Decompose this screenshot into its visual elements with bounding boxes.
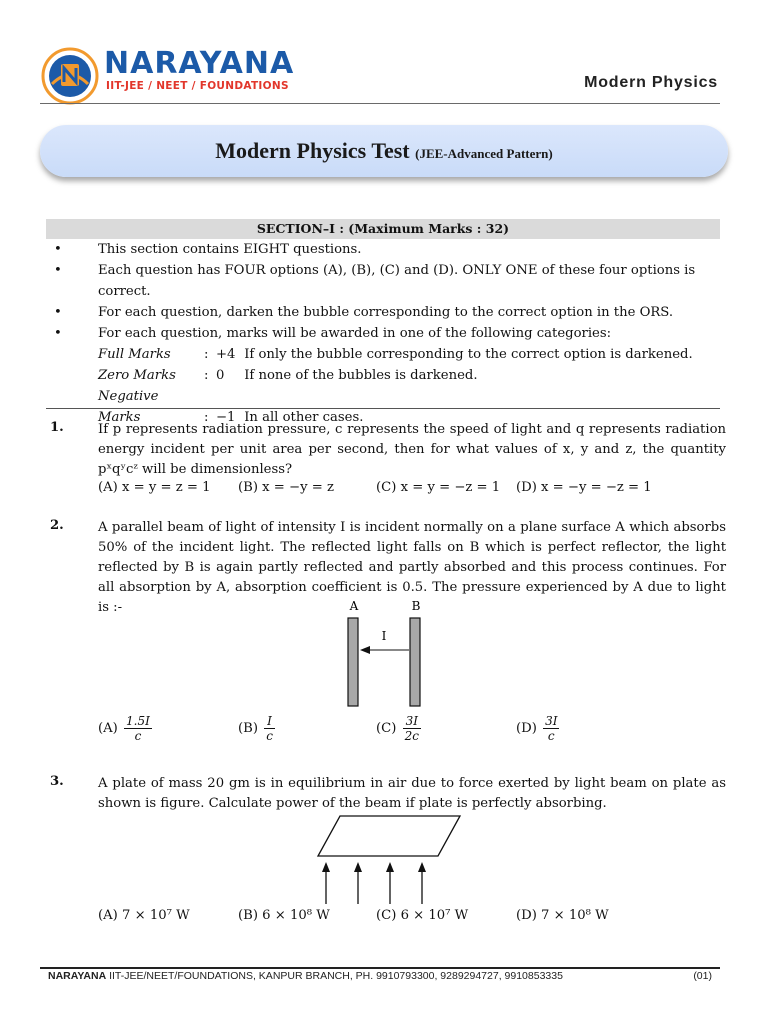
fraction-denominator: c <box>547 729 555 743</box>
test-title-banner <box>40 125 728 177</box>
marks-label: Zero Marks <box>98 368 176 383</box>
option-c[interactable]: (C) 6 × 10⁷ W <box>376 908 469 923</box>
header-divider <box>40 103 720 104</box>
section-heading: SECTION–I : (Maximum Marks : 32) <box>46 219 720 239</box>
subject-title: Modern Physics <box>584 74 718 91</box>
fraction-denominator: c <box>134 729 142 743</box>
test-title-main: Modern Physics Test <box>215 138 410 163</box>
fraction-numerator: 3I <box>545 714 558 728</box>
bullet-icon: • <box>54 242 62 257</box>
fraction-denominator: c <box>266 729 273 743</box>
fraction <box>264 714 275 743</box>
footer-text <box>48 970 563 982</box>
marks-row-full: Full Marks : +4 If only the bubble corresponding to the correct option is darkened. <box>46 344 720 365</box>
reflector-figure <box>330 598 440 710</box>
fraction <box>543 714 559 743</box>
instruction-text: Each question has FOUR options (A), (B), (C) and (D). ONLY ONE of these four options is correct. <box>98 263 696 299</box>
option-d[interactable]: (D) 7 × 10⁸ W <box>516 908 609 923</box>
option-a[interactable]: (A) x = y = z = 1 <box>98 480 211 495</box>
footer-details: IIT-JEE/NEET/FOUNDATIONS, KANPUR BRANCH, PH. 9910793300, 9289294727, 9910853335 <box>106 970 563 982</box>
marks-value: 0 <box>216 368 225 383</box>
beam-arrow-heads <box>322 862 426 872</box>
question-number: 2. <box>50 518 64 533</box>
fraction-numerator: 3I <box>403 714 421 729</box>
instruction-text: This section contains EIGHT questions. <box>98 242 362 257</box>
instruction-text: For each question, marks will be awarded in one of the following categories: <box>98 326 612 341</box>
test-title <box>40 138 728 164</box>
instruction-item <box>46 323 720 344</box>
page-number: (01) <box>693 970 712 982</box>
option-prefix: (A) <box>98 721 118 736</box>
option-prefix: (D) <box>516 721 537 736</box>
instruction-item <box>46 302 720 323</box>
fraction-numerator: I <box>264 714 275 729</box>
fraction-denominator: 2c <box>404 729 419 743</box>
marks-desc: If only the bubble corresponding to the correct option is darkened. <box>244 347 693 362</box>
instruction-item <box>46 239 720 260</box>
arrow-head-icon <box>418 862 426 872</box>
arrow-head-icon <box>360 646 370 654</box>
marks-row-zero: Zero Marks : 0 If none of the bubbles is darkened. <box>46 365 720 386</box>
question-text: A plate of mass 20 gm is in equilibrium in air due to force exerted by light beam on plate as shown is figure. Calculate power of the beam if plate is perfectly absorbing. <box>98 776 726 811</box>
option-c[interactable]: (C) x = y = −z = 1 <box>376 480 501 495</box>
question-number: 3. <box>50 774 64 789</box>
bullet-icon: • <box>54 326 62 341</box>
narayana-emblem-icon <box>40 46 100 106</box>
plate-a-label: A <box>349 599 359 613</box>
option-prefix: (B) <box>238 721 258 736</box>
option-prefix: (C) <box>376 721 397 736</box>
option-b[interactable]: (B) 6 × 10⁸ W <box>238 908 330 923</box>
plate-a <box>348 618 358 706</box>
instruction-item <box>46 260 720 302</box>
fraction <box>403 714 421 743</box>
bullet-icon: • <box>54 305 62 320</box>
marks-row-negative: Negative Marks : −1 In all other cases. <box>46 386 720 428</box>
test-title-subtitle: (JEE-Advanced Pattern) <box>415 146 553 161</box>
option-d[interactable]: (D) x = −y = −z = 1 <box>516 480 652 495</box>
fraction <box>124 714 152 743</box>
brand-name: NARAYANA <box>104 46 295 81</box>
question-3 <box>46 774 726 814</box>
question-number: 1. <box>50 420 64 435</box>
option-b[interactable] <box>238 714 275 743</box>
intensity-label: I <box>381 629 387 643</box>
marks-desc: In all other cases. <box>244 410 364 425</box>
bullet-icon: • <box>54 263 62 278</box>
instruction-text: For each question, darken the bubble corresponding to the correct option in the ORS. <box>98 305 674 320</box>
plate-beam-figure <box>310 812 470 904</box>
plate-b-label: B <box>411 599 421 613</box>
brand-tagline: IIT-JEE / NEET / FOUNDATIONS <box>106 80 289 92</box>
plate-b <box>410 618 420 706</box>
marks-label: Full Marks <box>98 347 171 362</box>
arrow-head-icon <box>386 862 394 872</box>
fraction-numerator: 1.5I <box>126 714 150 728</box>
marks-value: +4 <box>216 347 236 362</box>
arrow-head-icon <box>354 862 362 872</box>
question-1 <box>46 420 726 495</box>
arrow-head-icon <box>322 862 330 872</box>
option-b[interactable]: (B) x = −y = z <box>238 480 334 495</box>
narayana-logo <box>40 46 300 108</box>
absorbing-plate <box>318 816 460 856</box>
footer-brand: NARAYANA <box>48 970 107 982</box>
section-divider <box>46 408 720 409</box>
marks-value: −1 <box>216 410 236 425</box>
marks-desc: If none of the bubbles is darkened. <box>244 368 478 383</box>
option-a[interactable] <box>98 714 152 743</box>
question-text: If p represents radiation pressure, c represents the speed of light and q represents radiation energy incident per unit area per second, then for what values of x, y and z, the quantity pˣqʸcᶻ will be dimensionless? <box>98 422 726 477</box>
section-instructions <box>46 239 720 428</box>
option-a[interactable]: (A) 7 × 10⁷ W <box>98 908 190 923</box>
marks-label: Negative Marks <box>98 389 159 425</box>
option-c[interactable] <box>376 714 421 743</box>
question-text: A parallel beam of light of intensity I is incident normally on a plane surface A which absorbs 50% of the incident light. The reflected light falls on B which is perfect reflector, the light reflected by B is again partly reflected and partly absorbed and this process continues. For all absorption by A, absorption coefficient is 0.5. The pressure experienced by A due to light is :- <box>98 520 726 615</box>
footer-divider <box>40 967 720 969</box>
option-d[interactable] <box>516 714 559 743</box>
light-beam-arrows <box>326 868 422 904</box>
